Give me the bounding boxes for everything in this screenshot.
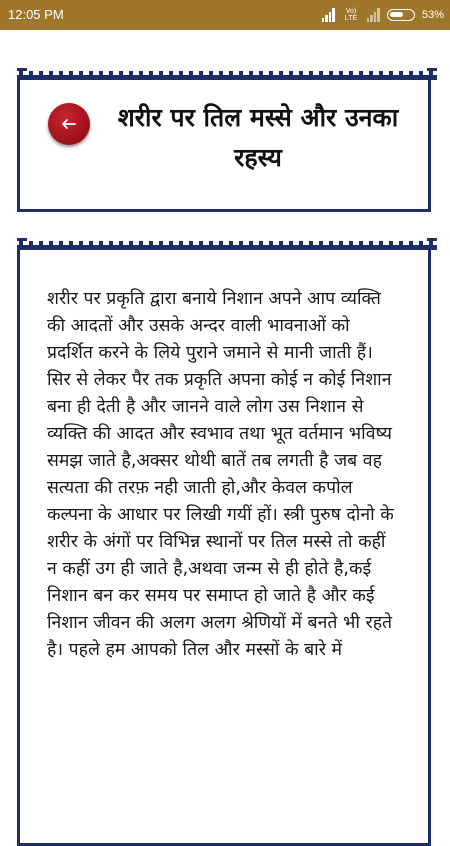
status-bar	[0, 0, 450, 30]
title-card	[17, 76, 431, 212]
status-time: 12:05 PM	[8, 7, 64, 22]
article-body: शरीर पर प्रकृति द्वारा बनाये निशान अपने आप व्यक्ति की आदतों और उसके अन्दर वाली भावनाओं को प्रदर्शित करने के लिये पुराने जमाने से मानी जाती हैं। सिर से लेकर पैर तक प्रकृति अपना कोई न कोई निशान बना ही देती है और जानने वाले लोग उस निशान से व्यक्ति की आदत और स्वभाव तथा भूत वर्तमान भविष्य समझ जाते है,अक्सर थोथी बातें तब लगती है जब वह सत्यता की तरफ़ नही जाती हो,और केवल कपोल कल्पना के आधार पर लिखी गयीं हों। स्त्री पुरुष दोनो के शरीर के अंगों पर विभिन्न स्थानों पर तिल मस्से तो कहीं न कहीं उग ही जाते है,अथवा जन्म से ही होते है,कई निशान बन कर समय पर समाप्त हो जाते है और कई निशान जीवन की अलग अलग श्रेणियों में बनते भी रहते है। पहले हम आपको तिल और मस्सों के बारे में	[47, 289, 394, 660]
decorative-border-top	[17, 238, 437, 250]
back-arrow-icon	[62, 119, 76, 129]
signal-icon-secondary	[367, 8, 380, 22]
decorative-border-top	[17, 68, 437, 80]
signal-icon	[322, 8, 335, 22]
battery-icon	[387, 9, 415, 21]
network-label: Vo) LTE	[344, 8, 358, 22]
status-icons	[322, 6, 444, 24]
volte-icon	[342, 8, 360, 22]
back-button[interactable]	[48, 103, 90, 145]
page-title: शरीर पर तिल मस्से और उनका रहस्य	[117, 103, 399, 172]
content-card	[17, 246, 431, 846]
battery-percent: 53%	[421, 9, 444, 21]
